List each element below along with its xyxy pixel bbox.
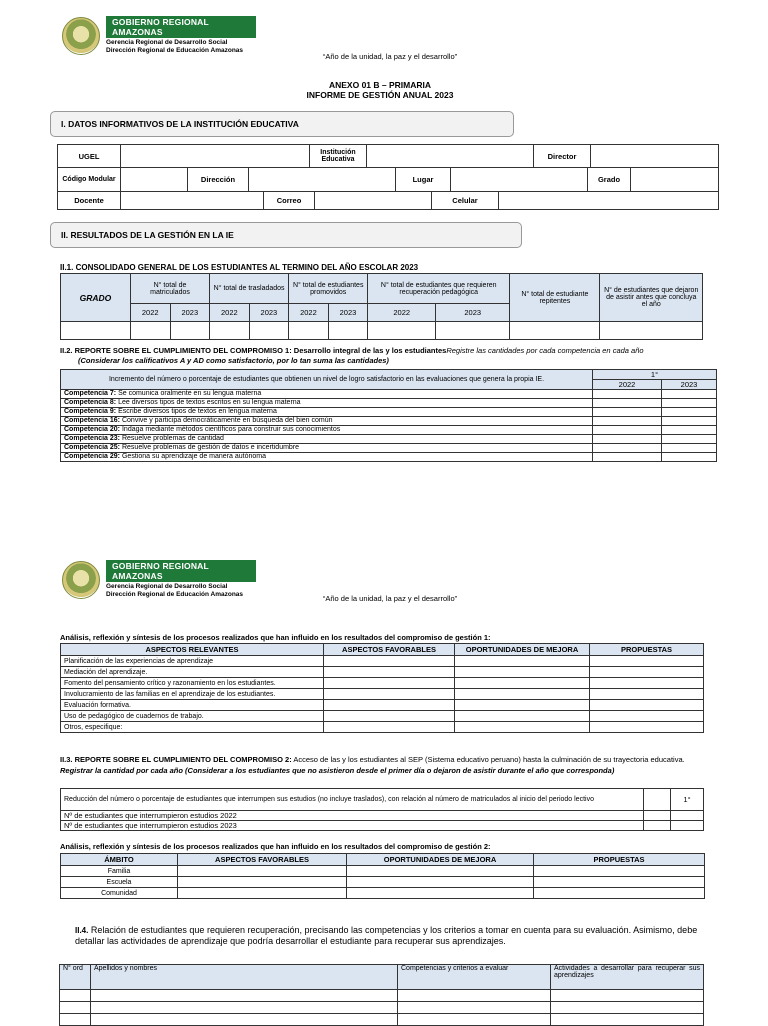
cell[interactable] [534,877,705,888]
institution-field[interactable] [367,145,534,168]
year-2022: 2022 [368,304,436,322]
analysis1-title: Análisis, reflexión y síntesis de los procesos realizados que han influido en los resultados del compromiso de gestión 1: [60,633,491,642]
competencia-cell [61,426,593,435]
org-sub2: Dirección Regional de Educación Amazonas [106,47,244,54]
cell[interactable] [644,811,671,821]
ii4-text: Relación de estudiantes que requieren recuperación, precisando las competencias y los criterios a tomar en cuenta para su evaluación. Asimismo, debe detallar las actividades de aprendizaje que podría desarrollar el estudiante para recuperar sus aprendizajes. [75,925,698,946]
codigo-label: Código Modular [58,168,121,192]
ii3-text: Acceso de las y los estudiantes al SEP (Sistema educativo peruano) hasta la culminación de su trayectoria educativa. [291,755,685,764]
analysis1-table [60,643,704,733]
year-2023: 2023 [328,304,368,322]
section-2-heading: II. RESULTADOS DE LA GESTIÓN EN LA IE [50,222,522,248]
row-2023: Nº de estudiantes que interrumpieron estudios 2023 [61,821,644,831]
analysis2-table [60,853,705,899]
competencia-cell [61,408,593,417]
ambito-label: Escuela [61,877,178,888]
aspect-label: Mediación del aprendizaje. [61,667,324,678]
cell[interactable] [593,399,662,408]
year-2022: 2022 [130,304,170,322]
cell[interactable] [593,444,662,453]
aspect-row [61,711,704,722]
aspect-label: Evaluación formativa. [61,700,324,711]
grade-1-header: 1° [593,370,717,380]
competencia-row [61,390,717,399]
ii4-label: II.4. [75,926,89,935]
ii3-label: II.3. REPORTE SOBRE EL CUMPLIMIENTO DEL COMPROMISO 2: [60,755,292,764]
direccion-label: Dirección [188,168,249,192]
lugar-field[interactable] [451,168,588,192]
cell[interactable] [347,866,534,877]
competencia-row [61,453,717,462]
promovidos-header: N° total de estudiantes promovidos [289,274,368,304]
aspect-label: Uso de pedagógico de cuadernos de trabajo. [61,711,324,722]
competencia-row [61,399,717,408]
aspect-label: Involucramiento de las familias en el aprendizaje de los estudiantes. [61,689,324,700]
trasladados-header: N° total de trasladados [210,274,289,304]
competencia-text: Se comunica oralmente en su lengua materna [118,390,262,397]
competencia-label: Competencia 16: [64,417,121,424]
year-2023: 2023 [436,304,510,322]
cell[interactable] [662,417,717,426]
cell[interactable] [534,888,705,899]
cell[interactable] [324,678,455,689]
ambito-row [61,866,705,877]
analysis2-title: Análisis, reflexión y síntesis de los procesos realizados que han influido en los resultados del compromiso de gestión 2: [60,842,491,851]
cell[interactable] [178,888,347,899]
ambito-label: Familia [61,866,178,877]
year-2023: 2023 [249,304,289,322]
col-propuestas: PROPUESTAS [590,644,704,656]
cell[interactable] [455,667,590,678]
competencia-label: Competencia 29: [64,453,121,460]
cell[interactable] [600,322,703,340]
cell[interactable] [662,453,717,462]
celular-label: Celular [432,192,499,210]
direccion-field[interactable] [249,168,396,192]
director-label: Director [534,145,591,168]
ii2-title-block [60,346,710,366]
cell[interactable] [347,888,534,899]
school-info-table-row3 [57,191,719,210]
section-1-heading: I. DATOS INFORMATIVOS DE LA INSTITUCIÓN EDUCATIVA [50,111,514,137]
cell[interactable] [368,322,436,340]
row-2022: Nº de estudiantes que interrumpieron estudios 2022 [61,811,644,821]
competencia-text: Gestiona su aprendizaje de manera autónoma [121,453,266,460]
cell[interactable] [593,453,662,462]
ii3-italic: Registrar la cantidad por cada año (Considerar a los estudiantes que no asistieron desde el primer día o dejaron de asistir durante el año que corresponda) [60,766,615,775]
competencia-text: Convive y participa democráticamente en búsqueda del bien común [121,417,333,424]
cell[interactable] [671,821,704,831]
ugel-field[interactable] [121,145,310,168]
competencia-cell [61,435,593,444]
cell[interactable] [662,408,717,417]
competencia-row [61,444,717,453]
consolidated-table [60,273,703,340]
ii2-title: II.2. REPORTE SOBRE EL CUMPLIMIENTO DEL COMPROMISO 1: Desarrollo integral de las y los estudiantes [60,346,447,355]
competencias-table [60,369,717,462]
docente-label: Docente [58,192,121,210]
competencia-row [61,417,717,426]
regional-seal-icon [62,561,100,599]
cell[interactable] [436,322,510,340]
org-sub1: Gerencia Regional de Desarrollo Social [106,583,228,590]
aspect-label: Otros, especifique: [61,722,324,733]
competencia-label: Competencia 25: [64,444,121,451]
cell[interactable] [455,678,590,689]
grado-field[interactable] [631,168,719,192]
correo-label: Correo [264,192,315,210]
docente-field[interactable] [121,192,264,210]
cell[interactable] [324,689,455,700]
director-field[interactable] [591,145,719,168]
col-oportunidades: OPORTUNIDADES DE MEJORA [347,854,534,866]
competencia-text: Resuelve problemas de cantidad [121,435,224,442]
celular-field[interactable] [499,192,719,210]
cell[interactable] [130,322,170,340]
cell[interactable] [91,990,398,1002]
correo-field[interactable] [315,192,432,210]
ambito-row [61,877,705,888]
school-info-table [57,144,719,168]
cell[interactable] [91,1002,398,1014]
ii4-block [75,925,700,947]
aspect-row [61,700,704,711]
ambito-label: Comunidad [61,888,178,899]
cell[interactable] [249,322,289,340]
cell[interactable] [455,711,590,722]
cell[interactable] [178,877,347,888]
col-propuestas: PROPUESTAS [534,854,705,866]
col-n-ord: N° ord [60,965,91,990]
incremento-header: Incremento del número o porcentaje de estudiantes que obtienen un nivel de logro satisfactorio en las evaluaciones que genera la propia IE. [61,370,593,390]
ii1-title: II.1. CONSOLIDADO GENERAL DE LOS ESTUDIANTES AL TERMINO DEL AÑO ESCOLAR 2023 [60,263,419,272]
cell[interactable] [324,656,455,667]
cell[interactable] [551,990,704,1002]
cell[interactable] [590,667,704,678]
competencia-label: Competencia 8: [64,399,117,406]
report-title: INFORME DE GESTIÓN ANUAL 2023 [306,90,454,100]
ii2-title2: (Considerar los calificativos A y AD como satisfactorio, por lo tan suma las cantidades) [78,356,389,365]
aspect-row [61,722,704,733]
col-aspectos-relevantes: ASPECTOS RELEVANTES [61,644,324,656]
aspect-row [61,689,704,700]
cell[interactable] [590,722,704,733]
cell[interactable] [593,435,662,444]
org-sub1: Gerencia Regional de Desarrollo Social [106,39,228,46]
competencia-cell [61,399,593,408]
interrupciones-table [60,788,704,831]
col-ambito: ÁMBITO [61,854,178,866]
cell[interactable] [60,1002,91,1014]
competencia-text: Lee diversos tipos de textos escritos en su lengua materna [118,399,301,406]
cell[interactable] [455,656,590,667]
competencia-label: Competencia 9: [64,408,117,415]
cell[interactable] [644,789,671,811]
ambito-row [61,888,705,899]
header-logo-block-2 [62,560,256,599]
cell[interactable] [662,399,717,408]
competencia-text: Indaga mediante métodos científicos para construir sus conocimientos [121,426,341,433]
cell[interactable] [289,322,329,340]
motto: “Año de la unidad, la paz y el desarrollo” [322,52,458,61]
competencia-row [61,426,717,435]
recuperacion-table [59,964,704,1026]
dejaron-header: N° de estudiantes que dejaron de asistir antes que concluya el año [600,274,703,322]
cell[interactable] [455,722,590,733]
reduccion-header: Reducción del número o porcentaje de estudiantes que interrumpen sus estudios (no incluye traslados), con relación al número de matriculados al inicio del periodo lectivo [61,789,644,811]
year-2022: 2022 [593,380,662,390]
competencia-cell [61,444,593,453]
institution-label: Institución Educativa [310,145,367,168]
org-sub2: Dirección Regional de Educación Amazonas [106,591,244,598]
cell[interactable] [662,390,717,399]
competencia-cell [61,390,593,399]
cell[interactable] [534,866,705,877]
annex-title: ANEXO 01 B – PRIMARIA [328,80,432,90]
repitentes-header: N° total de estudiante repitentes [510,274,600,322]
cell[interactable] [324,722,455,733]
cell[interactable] [662,426,717,435]
cell[interactable] [60,990,91,1002]
competencia-label: Competencia 20: [64,426,121,433]
codigo-field[interactable] [121,168,188,192]
grado-label: Grado [588,168,631,192]
aspect-label: Fomento del pensamiento crítico y razonamiento en los estudiantes. [61,678,324,689]
grade-1-header: 1° [671,789,704,811]
competencia-label: Competencia 23: [64,435,121,442]
recuperacion-header: N° total de estudiantes que requieren recuperación pedagógica [368,274,510,304]
cell[interactable] [590,711,704,722]
cell[interactable] [593,426,662,435]
cell[interactable] [347,877,534,888]
motto-2: “Año de la unidad, la paz y el desarrollo” [322,594,458,603]
cell[interactable] [662,435,717,444]
cell[interactable] [593,390,662,399]
cell[interactable] [328,322,368,340]
cell[interactable] [510,322,600,340]
col-oportunidades: OPORTUNIDADES DE MEJORA [455,644,590,656]
cell[interactable] [590,678,704,689]
cell[interactable] [590,700,704,711]
org-name: GOBIERNO REGIONAL AMAZONAS [106,16,256,38]
org-name: GOBIERNO REGIONAL AMAZONAS [106,560,256,582]
ii2-title-italic: Registre las cantidades por cada competencia en cada año [446,346,644,355]
cell[interactable] [590,689,704,700]
school-info-table-row2 [57,167,719,192]
cell[interactable] [455,689,590,700]
col-aspectos-favorables: ASPECTOS FAVORABLES [324,644,455,656]
competencia-label: Competencia 7: [64,390,117,397]
competencia-cell [61,453,593,462]
competencia-text: Escribe diversos tipos de textos en lengua materna [118,408,277,415]
cell[interactable] [324,711,455,722]
aspect-row [61,656,704,667]
year-2023: 2023 [170,304,210,322]
competencia-row [61,408,717,417]
year-2022: 2022 [210,304,250,322]
cell[interactable] [455,700,590,711]
cell[interactable] [170,322,210,340]
aspect-row [61,678,704,689]
cell[interactable] [210,322,250,340]
header-logo-block [62,16,256,55]
cell[interactable] [398,1002,551,1014]
competencia-cell [61,417,593,426]
cell[interactable] [324,700,455,711]
regional-seal-icon [62,17,100,55]
aspect-row [61,667,704,678]
ugel-label: UGEL [58,145,121,168]
cell[interactable] [662,444,717,453]
year-2023: 2023 [662,380,717,390]
cell[interactable] [178,866,347,877]
col-aspectos-favorables: ASPECTOS FAVORABLES [178,854,347,866]
cell[interactable] [324,667,455,678]
cell[interactable] [551,1002,704,1014]
lugar-label: Lugar [396,168,451,192]
cell[interactable] [671,811,704,821]
matriculados-header: N° total de matriculados [130,274,209,304]
competencia-text: Resuelve problemas de gestión de datos e incertidumbre [121,444,300,451]
competencia-row [61,435,717,444]
cell[interactable] [593,408,662,417]
cell[interactable] [398,990,551,1002]
col-actividades: Actividades a desarrollar para recuperar sus aprendizajes [551,965,704,990]
col-apellidos: Apellidos y nombres [91,965,398,990]
cell[interactable] [593,417,662,426]
grado-header: GRADO [61,274,131,322]
col-competencias: Competencias y criterios a evaluar [398,965,551,990]
cell[interactable] [644,821,671,831]
ii3-block [60,754,704,776]
cell[interactable] [590,656,704,667]
year-2022: 2022 [289,304,329,322]
aspect-label: Planificación de las experiencias de aprendizaje [61,656,324,667]
cell[interactable] [61,322,131,340]
